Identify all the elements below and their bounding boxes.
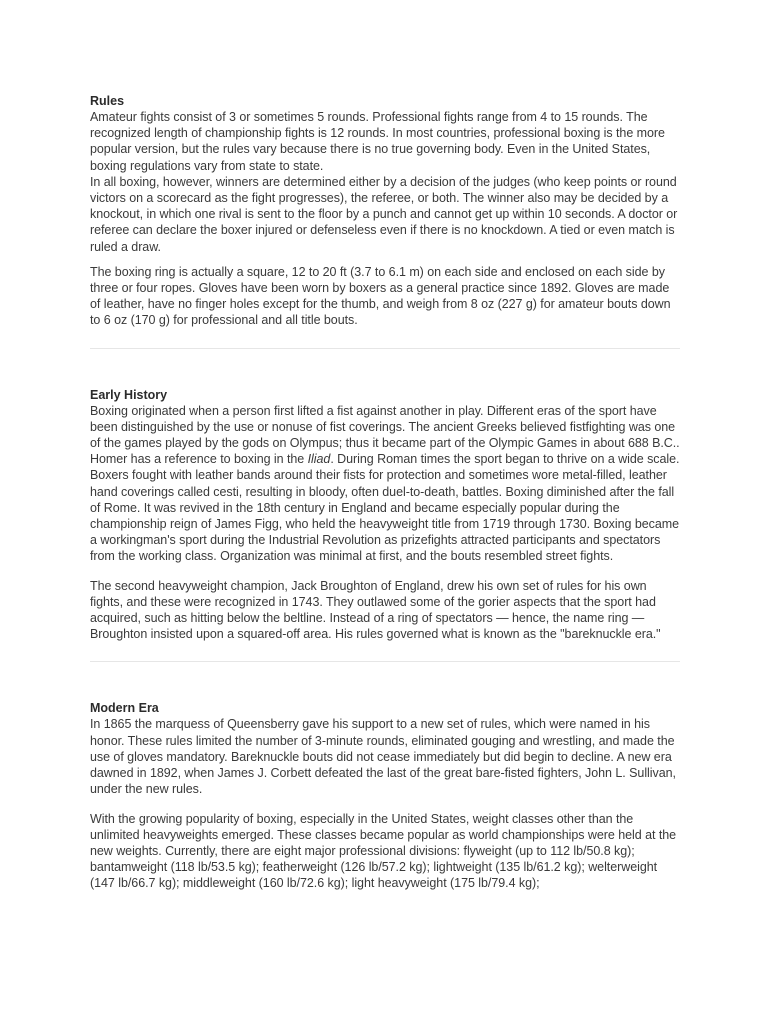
section-title-rules: Rules xyxy=(90,94,125,108)
document-body xyxy=(90,93,680,892)
book-title: Iliad xyxy=(307,452,331,467)
paragraph: In 1865 the marquess of Queensberry gave his support to a new set of rules, which were named in his honor. These rules limited the number of 3-minute rounds, eliminated gouging and wrestling, and made the use of gloves mandatory. Bareknuckle bouts did not cease immediately but did begin to decline. A new era dawned in 1892, when James J. Corbett defeated the last of the great bare-fisted fighters, John L. Sullivan, under the new rules. xyxy=(90,717,676,797)
paragraph: With the growing popularity of boxing, especially in the United States, weight classes other than the unlimited heavyweights emerged. These classes became popular as world championships were held at the new weights. Currently, there are eight major professional divisions: flyweight (up to 112 lb/50.8 kg); bantamweight (118 lb/53.5 kg); featherweight (126 lb/57.2 kg); lightweight (135 lb/61.2 kg); welterweight (147 lb/66.7 kg); middleweight (160 lb/72.6 kg); light heavyweight (175 lb/79.4 kg); xyxy=(90,811,677,891)
section-rules xyxy=(90,93,680,329)
paragraph: The second heavyweight champion, Jack Broughton of England, drew his own set of rules for his own fights, and these were recognized in 1743. They outlawed some of the gorier aspects that the sport had acquired, such as hitting below the beltline. Instead of a ring of spectators — hence, the name ring — Broughton insisted upon a squared-off area. His rules governed what is known as the "bareknuckle era." xyxy=(90,578,661,642)
paragraph: Amateur fights consist of 3 or sometimes 5 rounds. Professional fights range from 4 to 15 rounds. The recognized length of championship fights is 12 rounds. In most countries, professional boxing is the more popular version, but the rules vary because there is no true governing body. Even in the United States, boxing regulations vary from state to state. xyxy=(90,110,665,173)
paragraph xyxy=(90,403,680,565)
section-modern-era xyxy=(90,700,680,891)
paragraph: The boxing ring is actually a square, 12 to 20 ft (3.7 to 6.1 m) on each side and enclosed on each side by three or four ropes. Gloves have been worn by boxers as a general practice since 1892. Gloves are made of leather, have no finger holes except for the thumb, and weigh from 8 oz (227 g) for amateur bouts down to 6 oz (170 g) for professional and all title bouts. xyxy=(90,264,671,328)
section-early-history xyxy=(90,387,680,643)
paragraph-text: Boxing originated when a person first lifted a fist against another in play. Different eras of the sport have been distinguished by the use or nonuse of fist coverings. The ancient Greeks believed fistfighting was one of the games played by the gods on Olympus; thus it became part of the Olympic Games in about 688 B.C.. Homer has a reference to boxing in the xyxy=(90,403,680,467)
section-title-modern-era: Modern Era xyxy=(90,701,159,716)
section-title-early-history: Early History xyxy=(90,387,168,402)
paragraph: In all boxing, however, winners are determined either by a decision of the judges (who keep points or round victors on a scorecard as the fight progresses), the referee, or both. The winner also may be decided by a knockout, in which one rival is sent to the floor by a punch and cannot get up within 10 seconds. A doctor or referee can declare the boxer injured or defenseless even if there is no knockdown. A tied or even match is ruled a draw. xyxy=(90,174,678,254)
paragraph-text: . During Roman times the sport began to thrive on a wide scale. Boxers fought with leather bands around their fists for protection and sometimes wore metal-filled, leather hand coverings called cesti, resulting in bloody, often duel-to-death, battles. Boxing diminished after the fall of Rome. It was revived in the 18th century in England and became especially popular during the championship reign of James Figg, who held the heavyweight title from 1719 through 1730. Boxing became a workingman's sport during the Industrial Revolution as prizefights attracted participants and spectators from the working class. Organization was minimal at first, and the bouts resembled street fights. xyxy=(90,452,680,564)
